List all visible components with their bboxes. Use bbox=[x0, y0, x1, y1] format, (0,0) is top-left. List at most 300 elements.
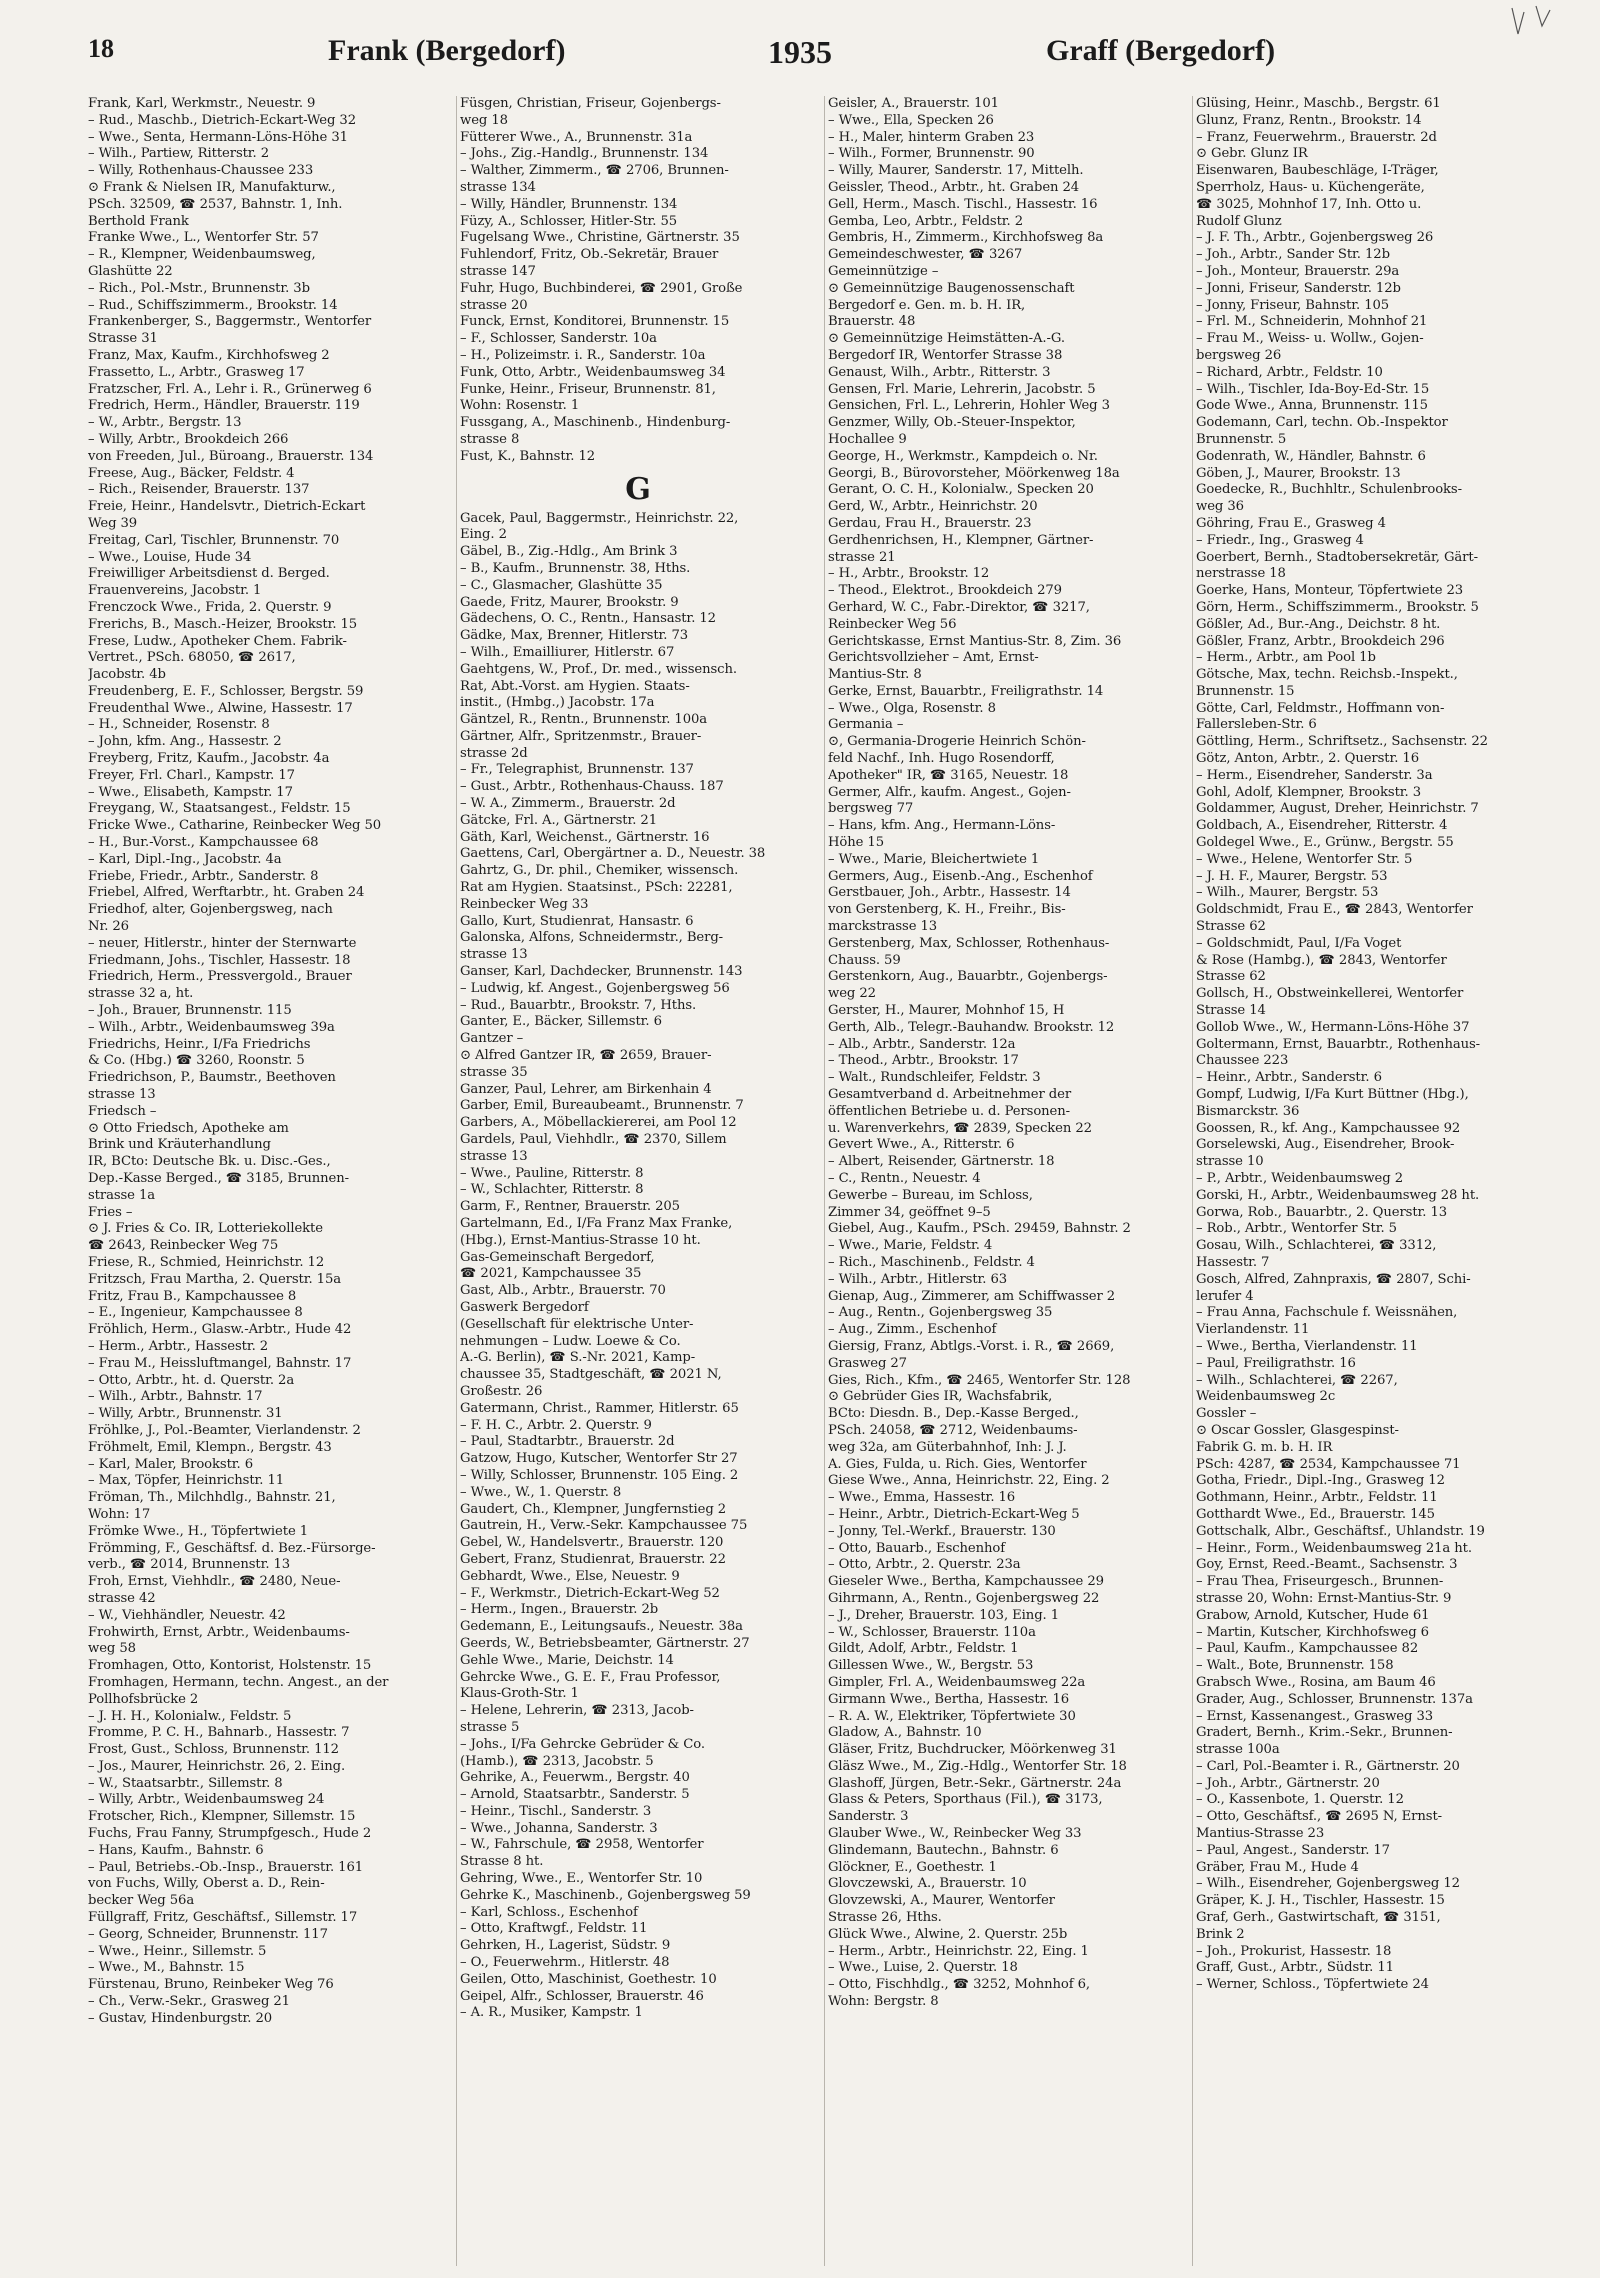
directory-entry-line: – Alb., Arbtr., Sanderstr. 12a bbox=[828, 1036, 1016, 1052]
directory-entry-line: – Wwe., Pauline, Ritterstr. 8 bbox=[460, 1165, 644, 1181]
directory-entry-line: – J. H. F., Maurer, Bergstr. 53 bbox=[1196, 868, 1388, 884]
directory-entry-line: Freygang, W., Staatsangest., Feldstr. 15 bbox=[88, 801, 351, 817]
directory-entry-line: Gehrcke Wwe., G. E. F., Frau Professor, bbox=[460, 1669, 721, 1685]
directory-entry-line: strasse 147 bbox=[460, 263, 536, 279]
directory-entry-line: Germania – bbox=[828, 717, 904, 733]
directory-entry-line: Gedemann, E., Leitungsaufs., Neuestr. 38a bbox=[460, 1619, 743, 1635]
directory-entry-line: Glöckner, E., Goethestr. 1 bbox=[828, 1859, 997, 1875]
directory-entry-line: Gahrtz, G., Dr. phil., Chemiker, wissensch. bbox=[460, 863, 739, 879]
directory-entry-line: Weidenbaumsweg 2c bbox=[1196, 1389, 1336, 1405]
directory-entry-line: lerufer 4 bbox=[1196, 1288, 1254, 1304]
directory-entry-line: ☎ 3025, Mohnhof 17, Inh. Otto u. bbox=[1196, 196, 1422, 212]
directory-entry-line: Rat am Hygien. Staatsinst., PSch: 22281, bbox=[460, 880, 733, 896]
directory-entry-line: Fröhmelt, Emil, Klempn., Bergstr. 43 bbox=[88, 1439, 332, 1455]
directory-entry-line: Gehring, Wwe., E., Wentorfer Str. 10 bbox=[460, 1871, 703, 1887]
page-number: 18 bbox=[88, 34, 114, 63]
directory-entry-line: Gosau, Wilh., Schlachterei, ☎ 3312, bbox=[1196, 1238, 1437, 1254]
directory-entry-line: – Gust., Arbtr., Rothenhaus-Chauss. 187 bbox=[460, 779, 724, 795]
directory-entry-line: Gas-Gemeinschaft Bergedorf, bbox=[460, 1249, 655, 1265]
directory-entry-line: Friedhof, alter, Gojenbergsweg, nach bbox=[88, 902, 333, 918]
directory-entry-line: Fürstenau, Bruno, Reinbeker Weg 76 bbox=[88, 1977, 334, 1993]
directory-entry-line: – F., Werkmstr., Dietrich-Eckart-Weg 52 bbox=[460, 1585, 720, 1601]
directory-entry-line: ⊙ Oscar Gossler, Glasgespinst- bbox=[1196, 1422, 1399, 1438]
directory-entry-line: Reinbecker Weg 56 bbox=[828, 616, 957, 632]
directory-entry-line: – Paul, Stadtarbtr., Brauerstr. 2d bbox=[460, 1434, 675, 1450]
directory-entry-line: strasse 100a bbox=[1196, 1742, 1280, 1758]
directory-entry-line: ⊙, Germania-Drogerie Heinrich Schön- bbox=[828, 734, 1086, 750]
directory-entry-line: A. Gies, Fulda, u. Rich. Gies, Wentorfer bbox=[828, 1456, 1087, 1472]
directory-entry-line: Bismarckstr. 36 bbox=[1196, 1103, 1300, 1119]
directory-entry-line: Gell, Herm., Masch. Tischl., Hassestr. 16 bbox=[828, 196, 1098, 212]
directory-entry-line: – Wwe., W., 1. Querstr. 8 bbox=[460, 1484, 622, 1500]
directory-entry-line: Gode Wwe., Anna, Brunnenstr. 115 bbox=[1196, 398, 1428, 414]
header-right-name: Graff (Bergedorf) bbox=[1046, 34, 1276, 67]
directory-entry-line: – Wilh., Schlachterei, ☎ 2267, bbox=[1196, 1372, 1398, 1388]
directory-entry-line: – J., Dreher, Brauerstr. 103, Eing. 1 bbox=[828, 1607, 1060, 1623]
directory-entry-line: Glüsing, Heinr., Maschb., Bergstr. 61 bbox=[1196, 96, 1441, 111]
directory-entry-line: – Willy, Händler, Brunnenstr. 134 bbox=[460, 196, 678, 212]
directory-entry-line: Chaussee 223 bbox=[1196, 1053, 1289, 1069]
directory-entry-line: Mantius-Str. 8 bbox=[828, 667, 922, 683]
directory-entry-line: Gaettens, Carl, Obergärtner a. D., Neuestr. 38 bbox=[460, 846, 766, 862]
directory-entry-line: – Herm., Arbtr., Heinrichstr. 22, Eing. 1 bbox=[828, 1943, 1089, 1959]
directory-entry-line: – W., Staatsarbtr., Sillemstr. 8 bbox=[88, 1775, 283, 1791]
directory-entry-line: Gorski, H., Arbtr., Weidenbaumsweg 28 ht. bbox=[1196, 1187, 1480, 1203]
directory-entry-line: – Willy, Arbtr., Brookdeich 266 bbox=[88, 431, 289, 447]
directory-entry-line: – Rud., Maschb., Dietrich-Eckart-Weg 32 bbox=[88, 112, 357, 128]
directory-entry-line: – Wwe., Emma, Hassestr. 16 bbox=[828, 1490, 1016, 1506]
directory-entry-line: Friedsch – bbox=[88, 1103, 157, 1119]
directory-entry-line: – Max, Töpfer, Heinrichstr. 11 bbox=[88, 1473, 285, 1489]
directory-entry-line: Mantius-Strasse 23 bbox=[1196, 1826, 1325, 1842]
directory-entry-line: – Otto, Bauarb., Eschenhof bbox=[828, 1540, 1006, 1556]
directory-entry-line: Gembris, H., Zimmerm., Kirchhofsweg 8a bbox=[828, 230, 1104, 246]
directory-entry-line: Gehrken, H., Lagerist, Südstr. 9 bbox=[460, 1938, 671, 1954]
directory-entry-line: Gimpler, Frl. A., Weidenbaumsweg 22a bbox=[828, 1674, 1086, 1690]
directory-entry-line: Gantzer – bbox=[460, 1031, 524, 1047]
directory-entry-line: – Goldschmidt, Paul, I/Fa Voget bbox=[1196, 935, 1402, 951]
directory-entry-line: Geisler, A., Brauerstr. 101 bbox=[828, 96, 999, 111]
directory-entry-line: Gihrmann, A., Rentn., Gojenbergsweg 22 bbox=[828, 1590, 1100, 1606]
directory-entry-line: Fabrik G. m. b. H. IR bbox=[1196, 1439, 1333, 1455]
directory-entry-line: – Herm., Eisendreher, Sanderstr. 3a bbox=[1196, 767, 1433, 783]
directory-entry-line: Frömke Wwe., H., Töpfertwiete 1 bbox=[88, 1523, 309, 1539]
directory-entry-line: – Herm., Ingen., Brauerstr. 2b bbox=[460, 1602, 659, 1618]
directory-entry-line: Gemeindeschwester, ☎ 3267 bbox=[828, 247, 1023, 263]
directory-entry-line: Zimmer 34, geöffnet 9–5 bbox=[828, 1204, 991, 1220]
directory-entry-line: – Wilh., Tischler, Ida-Boy-Ed-Str. 15 bbox=[1196, 381, 1430, 397]
directory-entry-line: Frese, Ludw., Apotheker Chem. Fabrik- bbox=[88, 633, 347, 649]
directory-entry-line: Gottschalk, Albr., Geschäftsf., Uhlandstr. 19 bbox=[1196, 1523, 1485, 1539]
directory-entry-line: – Wilh., Emailliurer, Hitlerstr. 67 bbox=[460, 644, 675, 660]
directory-entry-line: Gebhardt, Wwe., Else, Neuestr. 9 bbox=[460, 1568, 680, 1584]
directory-entry-line: Gardels, Paul, Viehhdlr., ☎ 2370, Sillem bbox=[460, 1132, 727, 1148]
directory-entry-line: – Heinr., Arbtr., Sanderstr. 6 bbox=[1196, 1070, 1382, 1086]
directory-entry-line: ⊙ Alfred Gantzer IR, ☎ 2659, Brauer- bbox=[460, 1048, 712, 1064]
directory-entry-line: Fust, K., Bahnstr. 12 bbox=[460, 448, 596, 464]
directory-entry-line: Gerant, O. C. H., Kolonialw., Specken 20 bbox=[828, 482, 1094, 498]
directory-entry-line: Glashoff, Jürgen, Betr.-Sekr., Gärtnerstr. 24a bbox=[828, 1775, 1122, 1791]
directory-entry-line: bergsweg 26 bbox=[1196, 347, 1282, 363]
directory-entry-line: – Werner, Schloss., Töpfertwiete 24 bbox=[1196, 1977, 1429, 1993]
directory-entry-line: – Fr., Telegraphist, Brunnenstr. 137 bbox=[460, 762, 694, 778]
directory-entry-line: Fromme, P. C. H., Bahnarb., Hassestr. 7 bbox=[88, 1725, 350, 1741]
directory-entry-line: Bergedorf IR, Wentorfer Strasse 38 bbox=[828, 347, 1063, 363]
directory-entry-line: Chauss. 59 bbox=[828, 952, 901, 968]
directory-entry-line: Froh, Ernst, Viehhdlr., ☎ 2480, Neue- bbox=[88, 1574, 341, 1590]
directory-entry-line: – Wilh., Partiew, Ritterstr. 2 bbox=[88, 146, 270, 162]
directory-entry-line: – W., Arbtr., Bergstr. 13 bbox=[88, 415, 242, 431]
directory-entry-line: – Joh., Arbtr., Gärtnerstr. 20 bbox=[1196, 1775, 1380, 1791]
directory-entry-line: strasse 13 bbox=[88, 1087, 156, 1103]
directory-entry-line: Brauerstr. 48 bbox=[828, 314, 916, 330]
directory-entry-line: Wohn: Rosenstr. 1 bbox=[460, 398, 580, 414]
directory-entry-line: Fuchs, Frau Fanny, Strumpfgesch., Hude 2 bbox=[88, 1826, 372, 1842]
directory-entry-line: Graf, Gerh., Gastwirtschaft, ☎ 3151, bbox=[1196, 1910, 1441, 1926]
directory-entry-line: Gotha, Friedr., Dipl.-Ing., Grasweg 12 bbox=[1196, 1473, 1445, 1489]
directory-entry-line: Apotheker" IR, ☎ 3165, Neuestr. 18 bbox=[828, 767, 1069, 783]
directory-entry-line: Friedrich, Herm., Pressvergold., Brauer bbox=[88, 969, 352, 985]
page-header bbox=[88, 34, 1508, 78]
directory-entry-line: Gewerbe – Bureau, im Schloss, bbox=[828, 1187, 1033, 1203]
directory-entry-line: Fröhlich, Herm., Glasw.-Arbtr., Hude 42 bbox=[88, 1322, 352, 1338]
directory-entry-line: – neuer, Hitlerstr., hinter der Sternwarte bbox=[88, 935, 357, 951]
directory-entry-line: Strasse 31 bbox=[88, 331, 158, 347]
directory-entry-line: Friese, R., Schmied, Heinrichstr. 12 bbox=[88, 1254, 325, 1270]
directory-entry-line: Gerdau, Frau H., Brauerstr. 23 bbox=[828, 515, 1032, 531]
directory-entry-line: Gosch, Alfred, Zahnpraxis, ☎ 2807, Schi- bbox=[1196, 1271, 1471, 1287]
directory-entry-line: – H., Maler, hinterm Graben 23 bbox=[828, 129, 1035, 145]
directory-entry-line: – Walt., Rundschleifer, Feldstr. 3 bbox=[828, 1070, 1041, 1086]
directory-entry-line: Gieseler Wwe., Bertha, Kampchaussee 29 bbox=[828, 1574, 1104, 1590]
directory-entry-line: – Hans, Kaufm., Bahnstr. 6 bbox=[88, 1842, 264, 1858]
directory-entry-line: Godenrath, W., Händler, Bahnstr. 6 bbox=[1196, 448, 1426, 464]
directory-entry-line: Gädke, Max, Brenner, Hitlerstr. 73 bbox=[460, 628, 689, 644]
directory-entry-line: – Wilh., Arbtr., Hitlerstr. 63 bbox=[828, 1271, 1008, 1287]
directory-entry-line: Gorselewski, Aug., Eisendreher, Brook- bbox=[1196, 1137, 1455, 1153]
column-4 bbox=[1192, 96, 1552, 2266]
directory-entry-line: – Wilh., Maurer, Bergstr. 53 bbox=[1196, 885, 1379, 901]
directory-entry-line: Gienap, Aug., Zimmerer, am Schiffwasser 2 bbox=[828, 1288, 1116, 1304]
directory-entry-line: Goltermann, Ernst, Bauarbtr., Rothenhaus- bbox=[1196, 1036, 1481, 1052]
directory-entry-line: Götz, Anton, Arbtr., 2. Querstr. 16 bbox=[1196, 751, 1420, 767]
directory-entry-line: – Joh., Arbtr., Sander Str. 12b bbox=[1196, 247, 1390, 263]
directory-entry-line: – Otto, Arbtr., ht. d. Querstr. 2a bbox=[88, 1372, 295, 1388]
directory-entry-line: Garbers, A., Möbellackiererei, am Pool 12 bbox=[460, 1115, 737, 1131]
directory-entry-line: Fritzsch, Frau Martha, 2. Querstr. 15a bbox=[88, 1271, 341, 1287]
directory-entry-line: Gätcke, Frl. A., Gärtnerstr. 21 bbox=[460, 812, 658, 828]
directory-entry-line: – Otto, Arbtr., 2. Querstr. 23a bbox=[828, 1557, 1021, 1573]
directory-entry-line: strasse 20, Wohn: Ernst-Mantius-Str. 9 bbox=[1196, 1590, 1452, 1606]
directory-entry-line: – Arnold, Staatsarbtr., Sanderstr. 5 bbox=[460, 1787, 690, 1803]
directory-entry-line: Frost, Gust., Schloss, Brunnenstr. 112 bbox=[88, 1742, 339, 1758]
directory-entry-line: strasse 8 bbox=[460, 431, 520, 447]
directory-entry-line: Frömming, F., Geschäftsf. d. Bez.-Fürsorge- bbox=[88, 1540, 376, 1556]
directory-entry-line: Georgi, B., Bürovorsteher, Möörkenweg 18a bbox=[828, 465, 1120, 481]
directory-entry-line: – Gustav, Hindenburgstr. 20 bbox=[88, 2010, 273, 2026]
directory-entry-line: Gradert, Bernh., Krim.-Sekr., Brunnen- bbox=[1196, 1725, 1453, 1741]
directory-entry-line: Gräber, Frau M., Hude 4 bbox=[1196, 1859, 1359, 1875]
directory-entry-line: Glunz, Franz, Rentn., Brookstr. 14 bbox=[1196, 112, 1422, 128]
directory-entry-line: Gebel, W., Handelsvertr., Brauerstr. 120 bbox=[460, 1535, 724, 1551]
directory-entry-line: – Joh., Monteur, Brauerstr. 29a bbox=[1196, 263, 1400, 279]
directory-entry-line: – C., Rentn., Neuestr. 4 bbox=[828, 1171, 981, 1186]
directory-entry-line: Gautrein, H., Verw.-Sekr. Kampchaussee 75 bbox=[460, 1518, 748, 1534]
directory-entry-line: Klaus-Groth-Str. 1 bbox=[460, 1686, 579, 1702]
column-1 bbox=[88, 96, 448, 2266]
directory-entry-line: Geissler, Theod., Arbtr., ht. Graben 24 bbox=[828, 179, 1080, 195]
directory-entry-line: Gäbel, B., Zig.-Hdlg., Am Brink 3 bbox=[460, 544, 678, 560]
directory-entry-line: Freyer, Frl. Charl., Kampstr. 17 bbox=[88, 767, 295, 783]
directory-entry-line: von Gerstenberg, K. H., Freihr., Bis- bbox=[828, 902, 1066, 918]
directory-entry-line: Gehle Wwe., Marie, Deichstr. 14 bbox=[460, 1652, 674, 1668]
directory-entry-line: strasse 10 bbox=[1196, 1154, 1264, 1170]
header-year: 1935 bbox=[768, 34, 832, 70]
directory-entry-line: Gatermann, Christ., Rammer, Hitlerstr. 65 bbox=[460, 1400, 739, 1416]
directory-entry-line: Fütterer Wwe., A., Brunnenstr. 31a bbox=[460, 129, 693, 145]
directory-entry-line: Gerstbauer, Joh., Arbtr., Hassestr. 14 bbox=[828, 885, 1071, 901]
directory-entry-line: Glindemann, Bautechn., Bahnstr. 6 bbox=[828, 1842, 1059, 1858]
directory-entry-line: Weg 39 bbox=[88, 515, 138, 531]
directory-entry-line: Gläsz Wwe., M., Zig.-Hdlg., Wentorfer Str. 18 bbox=[828, 1758, 1127, 1774]
directory-entry-line: weg 36 bbox=[1196, 499, 1244, 515]
directory-entry-line: ☎ 2021, Kampchaussee 35 bbox=[460, 1266, 642, 1282]
directory-entry-line: strasse 13 bbox=[460, 1148, 528, 1164]
directory-entry-line: Fallersleben-Str. 6 bbox=[1196, 717, 1317, 733]
directory-entry-line: Wohn: Bergstr. 8 bbox=[828, 1994, 939, 2010]
directory-entry-line: – Herm., Arbtr., am Pool 1b bbox=[1196, 650, 1376, 666]
directory-entry-line: Gerstenberg, Max, Schlosser, Rothenhaus- bbox=[828, 935, 1110, 951]
directory-entry-line: Brunnenstr. 5 bbox=[1196, 431, 1287, 447]
directory-entry-line: – Otto, Geschäftsf., ☎ 2695 N, Ernst- bbox=[1196, 1809, 1442, 1825]
directory-entry-line: Gädechens, O. C., Rentn., Hansastr. 12 bbox=[460, 611, 716, 627]
directory-entry-line: ⊙ Gemeinnützige Baugenossenschaft bbox=[828, 280, 1075, 296]
directory-entry-line: ⊙ Gebrüder Gies IR, Wachsfabrik, bbox=[828, 1389, 1053, 1405]
directory-entry-line: Glashütte 22 bbox=[88, 263, 173, 279]
directory-entry-line: strasse 1a bbox=[88, 1187, 156, 1203]
directory-entry-line: Frassetto, L., Arbtr., Grasweg 17 bbox=[88, 364, 305, 380]
directory-entry-line: – Joh., Prokurist, Hassestr. 18 bbox=[1196, 1943, 1392, 1959]
directory-entry-line: – Walt., Bote, Brunnenstr. 158 bbox=[1196, 1658, 1394, 1674]
directory-entry-line: – R. A. W., Elektriker, Töpfertwiete 30 bbox=[828, 1708, 1076, 1724]
directory-entry-line: Reinbecker Weg 33 bbox=[460, 896, 589, 912]
directory-entry-line: Gerhard, W. C., Fabr.-Direktor, ☎ 3217, bbox=[828, 599, 1090, 615]
directory-entry-line: Frankenberger, S., Baggermstr., Wentorfer bbox=[88, 314, 372, 330]
directory-entry-line: Großestr. 26 bbox=[460, 1383, 543, 1399]
directory-entry-line: Gärtner, Alfr., Spritzenmstr., Brauer- bbox=[460, 728, 702, 744]
directory-entry-line: verb., ☎ 2014, Brunnenstr. 13 bbox=[88, 1557, 291, 1573]
directory-entry-line: – H., Schneider, Rosenstr. 8 bbox=[88, 717, 270, 733]
directory-entry-line: marckstrasse 13 bbox=[828, 919, 938, 935]
directory-entry-line: Götte, Carl, Feldmstr., Hoffmann von- bbox=[1196, 700, 1445, 716]
directory-entry-line: Eisenwaren, Baubeschläge, I-Träger, bbox=[1196, 163, 1439, 179]
directory-entry-line: Höhe 15 bbox=[828, 835, 885, 851]
directory-entry-line: Fröhlke, J., Pol.-Beamter, Vierlandenstr. 2 bbox=[88, 1422, 361, 1438]
directory-entry-line: Gesamtverband d. Arbeitnehmer der bbox=[828, 1087, 1072, 1103]
directory-entry-line: Glauber Wwe., W., Reinbecker Weg 33 bbox=[828, 1826, 1082, 1842]
directory-entry-line: – H., Polizeimstr. i. R., Sanderstr. 10a bbox=[460, 347, 706, 363]
directory-entry-line: Gothmann, Heinr., Arbtr., Feldstr. 11 bbox=[1196, 1490, 1438, 1506]
directory-entry-line: Pollhofsbrücke 2 bbox=[88, 1691, 199, 1707]
directory-entry-line: Germer, Alfr., kaufm. Angest., Gojen- bbox=[828, 784, 1071, 800]
directory-entry-line: Gemeinnützige – bbox=[828, 263, 939, 279]
directory-entry-line: Goldammer, August, Dreher, Heinrichstr. 7 bbox=[1196, 801, 1479, 817]
directory-entry-line: Sanderstr. 3 bbox=[828, 1809, 909, 1825]
directory-entry-line: weg 32a, am Güterbahnhof, Inh: J. J. bbox=[828, 1439, 1067, 1455]
directory-entry-line: Fries – bbox=[88, 1204, 133, 1220]
directory-entry-line: – W., Fahrschule, ☎ 2958, Wentorfer bbox=[460, 1837, 704, 1853]
directory-entry-line: strasse 2d bbox=[460, 745, 528, 761]
directory-entry-line: Göben, J., Maurer, Brookstr. 13 bbox=[1196, 465, 1401, 481]
directory-entry-line: & Co. (Hbg.) ☎ 3260, Roonstr. 5 bbox=[88, 1053, 305, 1069]
directory-entry-line: Gollob Wwe., W., Hermann-Löns-Höhe 37 bbox=[1196, 1019, 1470, 1035]
directory-entry-line: strasse 35 bbox=[460, 1064, 528, 1080]
directory-entry-line: Freyberg, Fritz, Kaufm., Jacobstr. 4a bbox=[88, 751, 330, 767]
directory-entry-line: Gohl, Adolf, Klempner, Brookstr. 3 bbox=[1196, 784, 1422, 800]
directory-entry-line: – Ernst, Kassenangest., Grasweg 33 bbox=[1196, 1708, 1434, 1724]
directory-entry-line: Grabsch Wwe., Rosina, am Baum 46 bbox=[1196, 1674, 1436, 1690]
directory-entry-line: Giebel, Aug., Kaufm., PSch. 29459, Bahnstr. 2 bbox=[828, 1221, 1131, 1237]
directory-entry-line: Glück Wwe., Alwine, 2. Querstr. 25b bbox=[828, 1926, 1068, 1942]
directory-entry-line: – Herm., Arbtr., Hassestr. 2 bbox=[88, 1338, 269, 1354]
directory-entry-line: – F., Schlosser, Sanderstr. 10a bbox=[460, 331, 657, 347]
directory-entry-line: Goldbach, A., Eisendreher, Ritterstr. 4 bbox=[1196, 818, 1448, 834]
directory-entry-line: Fricke Wwe., Catharine, Reinbecker Weg 50 bbox=[88, 818, 382, 834]
directory-entry-line: Gensichen, Frl. L., Lehrerin, Hohler Weg 3 bbox=[828, 398, 1110, 414]
directory-entry-line: Sperrholz, Haus- u. Küchengeräte, bbox=[1196, 179, 1425, 195]
directory-entry-line: Garber, Emil, Bureaubeamt., Brunnenstr. 7 bbox=[460, 1098, 744, 1114]
directory-entry-line: Gehrike, A., Feuerwm., Bergstr. 40 bbox=[460, 1770, 690, 1786]
directory-entry-line: Freese, Aug., Bäcker, Feldstr. 4 bbox=[88, 465, 295, 481]
directory-entry-line: Glovczewski, A., Brauerstr. 10 bbox=[828, 1876, 1027, 1892]
directory-entry-line: Gerke, Ernst, Bauarbtr., Freiligrathstr. 14 bbox=[828, 683, 1104, 699]
directory-entry-line: Gerd, W., Arbtr., Heinrichstr. 20 bbox=[828, 499, 1038, 515]
directory-entry-line: strasse 134 bbox=[460, 179, 536, 195]
directory-entry-line: Gößler, Franz, Arbtr., Brookdeich 296 bbox=[1196, 633, 1445, 649]
directory-entry-line: – Theod., Arbtr., Brookstr. 17 bbox=[828, 1053, 1019, 1069]
directory-entry-line: – Richard, Arbtr., Feldstr. 10 bbox=[1196, 364, 1383, 380]
directory-entry-line: – John, kfm. Ang., Hassestr. 2 bbox=[88, 734, 282, 750]
directory-entry-line: Gaswerk Bergedorf bbox=[460, 1299, 589, 1315]
directory-entry-line: Gies, Rich., Kfm., ☎ 2465, Wentorfer Str. 128 bbox=[828, 1372, 1131, 1388]
directory-entry-line: Vertret., PSch. 68050, ☎ 2617, bbox=[88, 650, 296, 666]
directory-entry-line: Gerth, Alb., Telegr.-Bauhandw. Brookstr. 12 bbox=[828, 1019, 1115, 1035]
columns-container bbox=[88, 96, 1550, 2266]
directory-entry-line: Gemba, Leo, Arbtr., Feldstr. 2 bbox=[828, 213, 1024, 229]
directory-entry-line: Gaehtgens, W., Prof., Dr. med., wissensch. bbox=[460, 661, 737, 677]
directory-entry-line: Gorwa, Rob., Bauarbtr., 2. Querstr. 13 bbox=[1196, 1204, 1448, 1220]
directory-entry-line: Gotthardt Wwe., Ed., Brauerstr. 145 bbox=[1196, 1506, 1435, 1522]
directory-entry-line: Giese Wwe., Anna, Heinrichstr. 22, Eing. 2 bbox=[828, 1473, 1110, 1489]
directory-entry-line: – H., Bur.-Vorst., Kampchaussee 68 bbox=[88, 835, 319, 851]
directory-entry-line: Goy, Ernst, Reed.-Beamt., Sachsenstr. 3 bbox=[1196, 1557, 1458, 1573]
directory-entry-line: Gompf, Ludwig, I/Fa Kurt Büttner (Hbg.), bbox=[1196, 1087, 1469, 1103]
directory-entry-line: Gläser, Fritz, Buchdrucker, Möörkenweg 31 bbox=[828, 1742, 1117, 1758]
directory-entry-line: – Jonny, Tel.-Werkf., Brauerstr. 130 bbox=[828, 1523, 1056, 1539]
directory-entry-line: Füllgraff, Fritz, Geschäftsf., Sillemstr. 17 bbox=[88, 1910, 358, 1926]
directory-entry-line: Friebe, Friedr., Arbtr., Sanderstr. 8 bbox=[88, 868, 319, 884]
directory-entry-line: Gebert, Franz, Studienrat, Brauerstr. 22 bbox=[460, 1551, 726, 1567]
section-letter-heading: G bbox=[625, 471, 651, 507]
directory-entry-line: Fromhagen, Hermann, techn. Angest., an der bbox=[88, 1674, 389, 1690]
directory-entry-line: Friedmann, Johs., Tischler, Hassestr. 18 bbox=[88, 952, 351, 968]
directory-entry-line: Göhring, Frau E., Grasweg 4 bbox=[1196, 515, 1386, 531]
directory-entry-line: – O., Feuerwehrm., Hitlerstr. 48 bbox=[460, 1955, 670, 1971]
directory-entry-line: – Martin, Kutscher, Kirchhofsweg 6 bbox=[1196, 1624, 1429, 1640]
directory-entry-line: – Jonny, Friseur, Bahnstr. 105 bbox=[1196, 297, 1390, 313]
directory-entry-line: Genzmer, Willy, Ob.-Steuer-Inspektor, bbox=[828, 415, 1076, 431]
directory-entry-line: Friedrichs, Heinr., I/Fa Friedrichs bbox=[88, 1036, 311, 1052]
directory-entry-line: (Gesellschaft für elektrische Unter- bbox=[460, 1316, 694, 1332]
directory-entry-line: Frauenvereins, Jacobstr. 1 bbox=[88, 583, 262, 599]
directory-entry-line: – Wilh., Arbtr., Weidenbaumsweg 39a bbox=[88, 1019, 335, 1035]
directory-entry-line: Grabow, Arnold, Kutscher, Hude 61 bbox=[1196, 1607, 1430, 1623]
directory-entry-line: – B., Kaufm., Brunnenstr. 38, Hths. bbox=[460, 560, 691, 576]
directory-entry-line: – Frau Anna, Fachschule f. Weissnähen, bbox=[1196, 1305, 1458, 1321]
directory-entry-line: Gerdhenrichsen, H., Klempner, Gärtner- bbox=[828, 532, 1094, 548]
directory-entry-line: PSch. 24058, ☎ 2712, Weidenbaums- bbox=[828, 1422, 1078, 1438]
directory-entry-line: Fugelsang Wwe., Christine, Gärtnerstr. 35 bbox=[460, 230, 740, 246]
directory-entry-line: Geerds, W., Betriebsbeamter, Gärtnerstr. 27 bbox=[460, 1635, 750, 1651]
directory-entry-line: – Wilh., Eisendreher, Gojenbergsweg 12 bbox=[1196, 1876, 1460, 1892]
directory-entry-line: Fredrich, Herm., Händler, Brauerstr. 119 bbox=[88, 398, 360, 414]
directory-entry-line: Gensen, Frl. Marie, Lehrerin, Jacobstr. 5 bbox=[828, 381, 1096, 397]
directory-entry-line: – J. H. H., Kolonialw., Feldstr. 5 bbox=[88, 1708, 292, 1724]
directory-entry-line: – Paul, Freiligrathstr. 16 bbox=[1196, 1355, 1356, 1371]
directory-entry-line: – Johs., I/Fa Gehrcke Gebrüder & Co. bbox=[460, 1736, 705, 1752]
directory-entry-line: Strasse 62 bbox=[1196, 969, 1266, 985]
directory-entry-line: – Willy, Maurer, Sanderstr. 17, Mittelh. bbox=[828, 163, 1084, 179]
directory-entry-line: – Wwe., Heinr., Sillemstr. 5 bbox=[88, 1943, 267, 1959]
directory-entry-line: PSch: 4287, ☎ 2534, Kampchaussee 71 bbox=[1196, 1456, 1461, 1472]
directory-entry-line: Nr. 26 bbox=[88, 919, 129, 935]
directory-entry-line: Ganter, E., Bäcker, Sillemstr. 6 bbox=[460, 1014, 662, 1030]
directory-entry-line: Friedrichson, P., Baumstr., Beethoven bbox=[88, 1070, 336, 1086]
directory-entry-line: Glovzewski, A., Maurer, Wentorfer bbox=[828, 1893, 1055, 1909]
header-left-name: Frank (Bergedorf) bbox=[328, 34, 566, 67]
directory-entry-line: Godemann, Carl, techn. Ob.-Inspektor bbox=[1196, 415, 1448, 431]
directory-entry-line: strasse 13 bbox=[460, 947, 528, 963]
directory-entry-line: ⊙ Frank & Nielsen IR, Manufakturw., bbox=[88, 179, 336, 195]
directory-entry-line: – Hans, kfm. Ang., Hermann-Löns- bbox=[828, 818, 1056, 834]
directory-entry-line: – Franz, Feuerwehrm., Brauerstr. 2d bbox=[1196, 129, 1437, 145]
directory-entry-line: u. Warenverkehrs, ☎ 2839, Specken 22 bbox=[828, 1120, 1092, 1136]
directory-entry-line: Fuhr, Hugo, Buchbinderei, ☎ 2901, Große bbox=[460, 280, 743, 296]
directory-entry-line: – Wwe., Elisabeth, Kampstr. 17 bbox=[88, 784, 293, 800]
directory-entry-line: – Rich., Pol.-Mstr., Brunnenstr. 3b bbox=[88, 280, 310, 296]
directory-entry-line: Goerke, Hans, Monteur, Töpfertwiete 23 bbox=[1196, 583, 1464, 599]
directory-entry-line: – Theod., Elektrot., Brookdeich 279 bbox=[828, 583, 1062, 599]
directory-entry-line: – Wwe., Marie, Feldstr. 4 bbox=[828, 1238, 993, 1254]
directory-entry-line: – Frau M., Weiss- u. Wollw., Gojen- bbox=[1196, 331, 1424, 347]
directory-entry-line: ⊙ J. Fries & Co. IR, Lotteriekollekte bbox=[88, 1221, 323, 1237]
directory-entry-line: – A. R., Musiker, Kampstr. 1 bbox=[460, 2005, 643, 2021]
directory-entry-line: Freitag, Carl, Tischler, Brunnenstr. 70 bbox=[88, 532, 340, 548]
directory-entry-line: – R., Klempner, Weidenbaumsweg, bbox=[88, 247, 316, 263]
directory-entry-line: – Willy, Rothenhaus-Chaussee 233 bbox=[88, 163, 314, 179]
directory-entry-line: Wohn: 17 bbox=[88, 1506, 151, 1522]
directory-entry-line: Gartelmann, Ed., I/Fa Franz Max Franke, bbox=[460, 1216, 733, 1231]
directory-entry-line: – Rich., Maschinenb., Feldstr. 4 bbox=[828, 1254, 1035, 1270]
directory-entry-line: Rat, Abt.-Vorst. am Hygien. Staats- bbox=[460, 678, 690, 694]
directory-entry-line: Girmann Wwe., Bertha, Hassestr. 16 bbox=[828, 1691, 1070, 1707]
directory-entry-line: – Rud., Bauarbtr., Brookstr. 7, Hths. bbox=[460, 997, 697, 1013]
directory-entry-line: Frotscher, Rich., Klempner, Sillemstr. 15 bbox=[88, 1809, 356, 1825]
directory-entry-line: (Hbg.), Ernst-Mantius-Strasse 10 ht. bbox=[460, 1232, 701, 1248]
directory-entry-line: Goossen, R., kf. Ang., Kampchaussee 92 bbox=[1196, 1120, 1461, 1136]
directory-entry-line: Galonska, Alfons, Schneidermstr., Berg- bbox=[460, 930, 724, 946]
directory-entry-line: Göttling, Herm., Schriftsetz., Sachsenstr. 22 bbox=[1196, 734, 1488, 750]
